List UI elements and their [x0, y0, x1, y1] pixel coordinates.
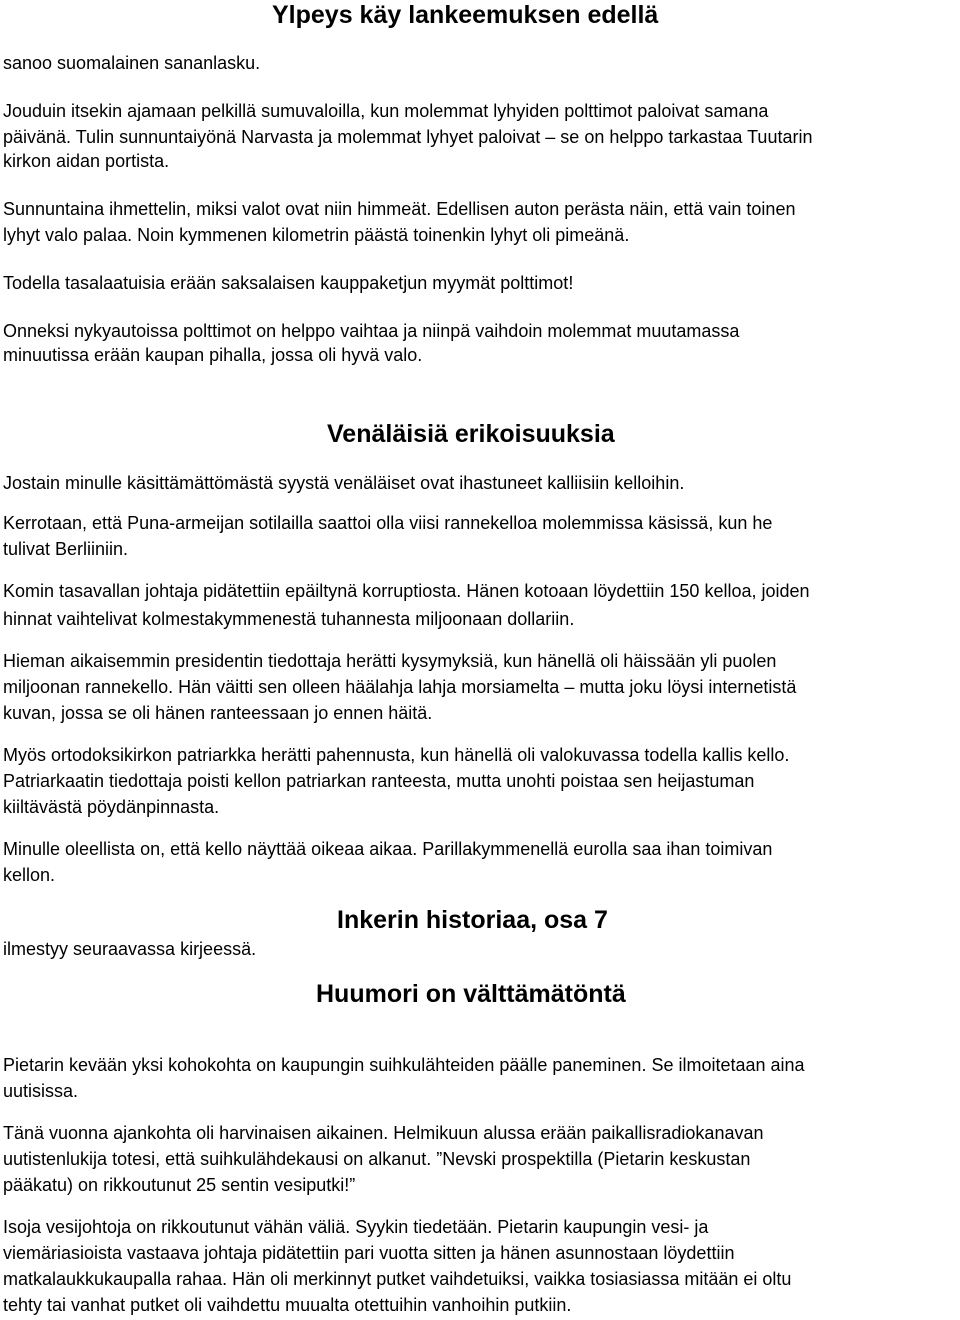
intro-text: sanoo suomalainen sananlasku. — [3, 53, 261, 73]
section-title-inkeri: Inkerin historiaa, osa 7 — [337, 906, 608, 934]
paragraph-line: miljoonan rannekello. Hän väitti sen olleen häälahja lahja morsiamelta – mutta joku löysi internetistä — [3, 677, 797, 697]
paragraph-line: uutistenlukija totesi, että suihkulähdekausi on alkanut. ”Nevski prospektilla (Pietarin keskustan — [3, 1149, 751, 1169]
paragraph-line: lyhyt valo palaa. Noin kymmenen kilometrin päästä toinenkin lyhyt oli pimeänä. — [3, 225, 630, 245]
paragraph-line: päivänä. Tulin sunnuntaiyönä Narvasta ja molemmat lyhyet paloivat – se on helppo tarkastaa Tuutarin — [3, 127, 813, 147]
paragraph-line: kuvan, jossa se oli hänen ranteessaan jo ennen häitä. — [3, 703, 433, 723]
paragraph-line: tehty tai vanhat putket oli vaihdettu muualta otettuihin vanhoihin putkiin. — [3, 1295, 572, 1315]
paragraph-line: kellon. — [3, 865, 56, 885]
paragraph-line: Pietarin kevään yksi kohokohta on kaupungin suihkulähteiden päälle paneminen. Se ilmoitetaan aina — [3, 1055, 805, 1075]
section-title-huumori: Huumori on välttämätöntä — [316, 980, 626, 1008]
inkeri-note: ilmestyy seuraavassa kirjeessä. — [3, 939, 257, 959]
paragraph-line: tulivat Berliiniin. — [3, 539, 129, 559]
paragraph-line: Hieman aikaisemmin presidentin tiedottaja herätti kysymyksiä, kun hänellä oli häissään yli puolen — [3, 651, 777, 671]
paragraph-line: Tänä vuonna ajankohta oli harvinaisen aikainen. Helmikuun alussa erään paikallisradiokanavan — [3, 1123, 764, 1143]
paragraph-line: Jouduin itsekin ajamaan pelkillä sumuvaloilla, kun molemmat lyhyiden polttimot paloivat samana — [3, 101, 769, 121]
paragraph-line: Isoja vesijohtoja on rikkoutunut vähän väliä. Syykin tiedetään. Pietarin kaupungin vesi- ja — [3, 1217, 709, 1237]
paragraph-line: Todella tasalaatuisia erään saksalaisen kauppaketjun myymät polttimot! — [3, 273, 574, 293]
paragraph-line: uutisissa. — [3, 1081, 79, 1101]
paragraph-line: Sunnuntaina ihmettelin, miksi valot ovat niin himmeät. Edellisen auton perästa näin, että vain toinen — [3, 199, 796, 219]
paragraph-line: Komin tasavallan johtaja pidätettiin epäiltynä korruptiosta. Hänen kotoaan löydettiin 150 kelloa, joiden — [3, 581, 810, 601]
paragraph-line: Minulle oleellista on, että kello näyttää oikeaa aikaa. Parillakymmenellä eurolla saa ihan toimivan — [3, 839, 773, 859]
paragraph-line: pääkatu) on rikkoutunut 25 sentin vesiputki!” — [3, 1175, 356, 1195]
section-title-venalaisia: Venäläisiä erikoisuuksia — [327, 420, 615, 448]
paragraph-line: kiiltävästä pöydänpinnasta. — [3, 797, 220, 817]
paragraph-line: kirkon aidan portista. — [3, 151, 170, 171]
paragraph-line: Patriarkaatin tiedottaja poisti kellon patriarkan ranteesta, mutta unohti poistaa sen heijastuman — [3, 771, 755, 791]
paragraph-line: hinnat vaihtelivat kolmestakymmenestä tuhannesta miljoonaan dollariin. — [3, 609, 575, 629]
paragraph-line: Myös ortodoksikirkon patriarkka herätti pahennusta, kun hänellä oli valokuvassa todella kallis kello. — [3, 745, 790, 765]
paragraph-line: minuutissa erään kaupan pihalla, jossa oli hyvä valo. — [3, 345, 423, 365]
paragraph-line: Onneksi nykyautoissa polttimot on helppo vaihtaa ja niinpä vaihdoin molemmat muutamassa — [3, 321, 740, 341]
paragraph-line: viemäriasioista vastaava johtaja pidätettiin pari vuotta sitten ja hänen asunnostaan löydettiin — [3, 1243, 735, 1263]
paragraph-line: matkalaukkukaupalla rahaa. Hän oli merkinnyt putket vaihdetuiksi, vaikka tosiasiassa mitään ei oltu — [3, 1269, 792, 1289]
paragraph-line: Kerrotaan, että Puna-armeijan sotilailla saattoi olla viisi rannekelloa molemmissa käsissä, kun he — [3, 513, 773, 533]
paragraph-line: Jostain minulle käsittämättömästä syystä venäläiset ovat ihastuneet kalliisiin kelloihin. — [3, 473, 685, 493]
section-title-ylpeys: Ylpeys käy lankeemuksen edellä — [272, 1, 659, 29]
